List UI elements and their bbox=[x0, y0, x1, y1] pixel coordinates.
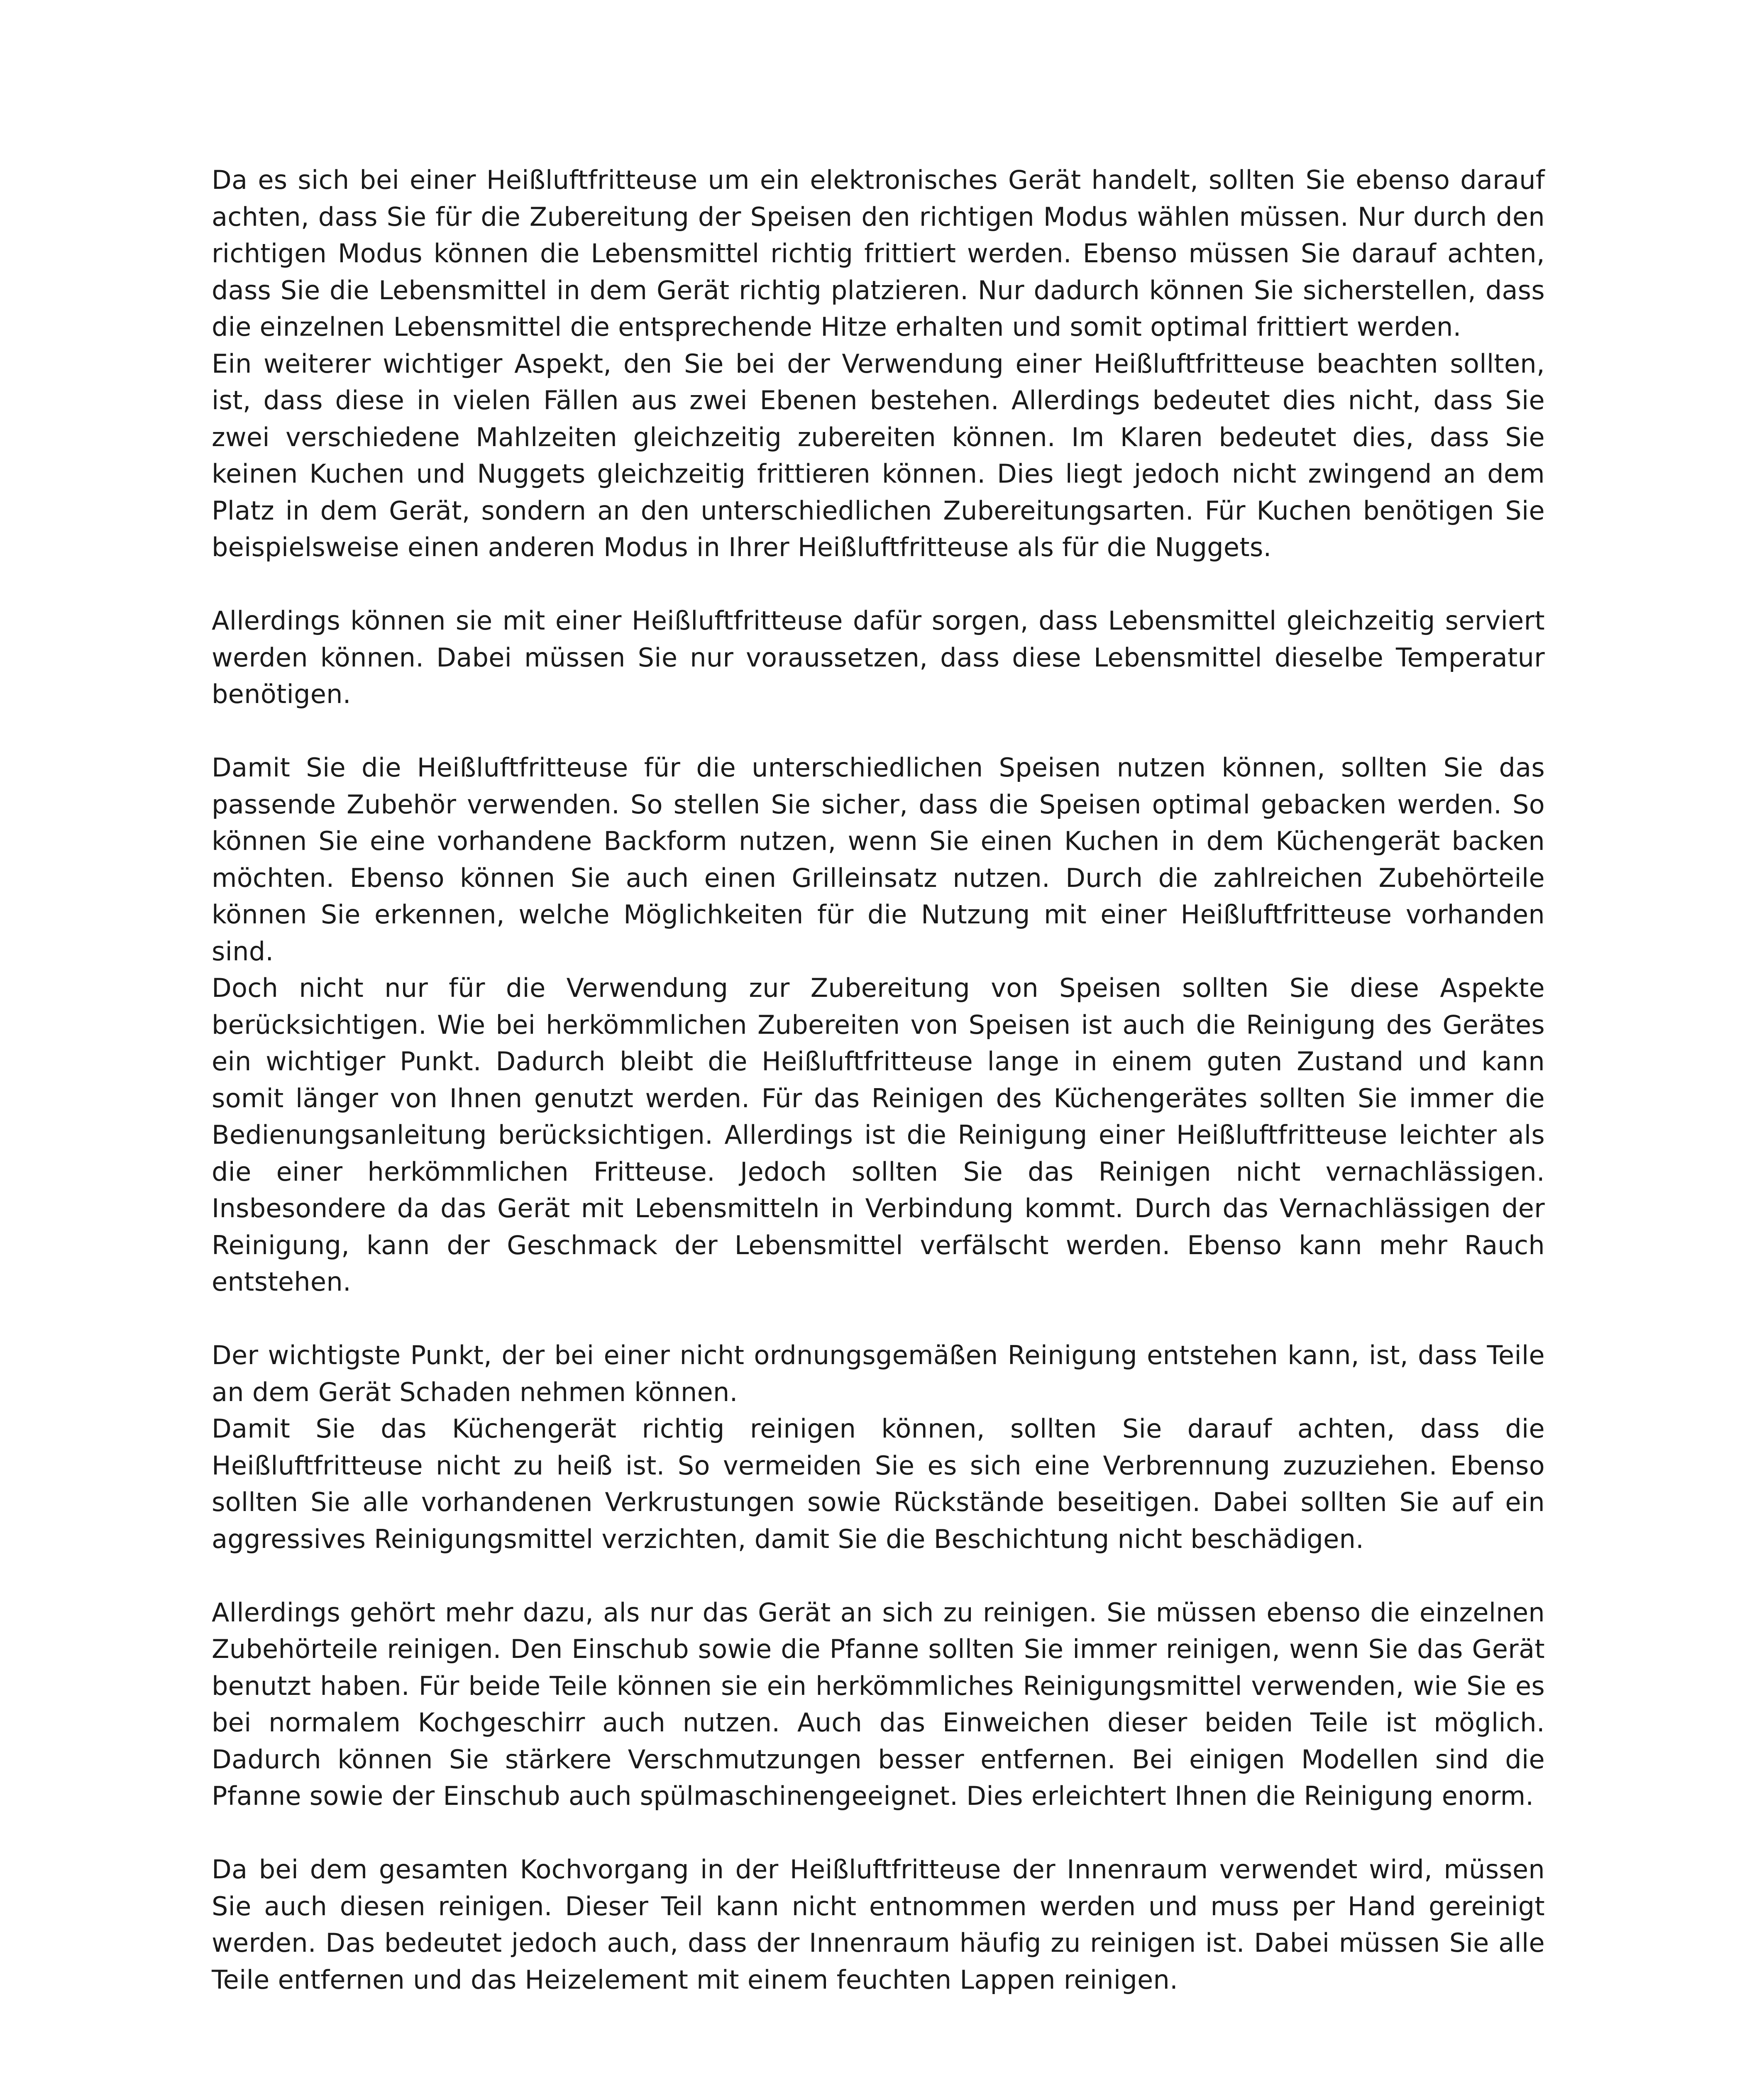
paragraph: Doch nicht nur für die Verwendung zur Zubereitung von Speisen sollten Sie diese Aspekte berücksichtigen. Wie bei herkömmlichen Zubereiten von Speisen ist auch die Reinigung des Gerätes ein wichtiger Punkt. Dadurch bleibt die Heißluftfritteuse lange in einem guten Zustand und kann somit länger von Ihnen genutzt werden. Für das Reinigen des Küchengerätes sollten Sie immer die Bedienungsanleitung berücksichtigen. Allerdings ist die Reinigung einer Heißluftfritteuse leichter als die einer herkömmlichen Fritteuse. Jedoch sollten Sie das Reinigen nicht vernachlässigen. Insbesondere da das Gerät mit Lebensmitteln in Verbindung kommt. Durch das Vernachlässigen der Reinigung, kann der Geschmack der Lebensmittel verfälscht werden. Ebenso kann mehr Rauch entstehen. bbox=[212, 973, 1545, 1297]
body-text bbox=[212, 162, 1545, 1998]
paragraph: Allerdings gehört mehr dazu, als nur das Gerät an sich zu reinigen. Sie müssen ebenso die einzelnen Zubehörteile reinigen. Den Einschub sowie die Pfanne sollten Sie immer reinigen, wenn Sie das Gerät benutzt haben. Für beide Teile können sie ein herkömmliches Reinigungsmittel verwenden, wie Sie es bei normalem Kochgeschirr auch nutzen. Auch das Einweichen dieser beiden Teile ist möglich. Dadurch können Sie stärkere Verschmutzungen besser entfernen. Bei einigen Modellen sind die Pfanne sowie der Einschub auch spülmaschinengeeignet. Dies erleichtert Ihnen die Reinigung enorm. bbox=[212, 1597, 1545, 1811]
paragraph: Damit Sie das Küchengerät richtig reinigen können, sollten Sie darauf achten, dass die Heißluftfritteuse nicht zu heiß ist. So vermeiden Sie es sich eine Verbrennung zuzuziehen. Ebenso sollten Sie alle vorhandenen Verkrustungen sowie Rückstände beseitigen. Dabei sollten Sie auf ein aggressives Reinigungsmittel verzichten, damit Sie die Beschichtung nicht beschädigen. bbox=[212, 1413, 1545, 1554]
paragraph: Der wichtigste Punkt, der bei einer nicht ordnungsgemäßen Reinigung entstehen kann, ist, dass Teile an dem Gerät Schaden nehmen können. bbox=[212, 1340, 1545, 1407]
paragraph: Allerdings können sie mit einer Heißluftfritteuse dafür sorgen, dass Lebensmittel gleichzeitig serviert werden können. Dabei müssen Sie nur voraussetzen, dass diese Lebensmittel dieselbe Temperatur benötigen. bbox=[212, 605, 1545, 709]
paragraph: Ein weiterer wichtiger Aspekt, den Sie bei der Verwendung einer Heißluftfritteuse beachten sollten, ist, dass diese in vielen Fällen aus zwei Ebenen bestehen. Allerdings bedeutet dies nicht, dass Sie zwei verschiedene Mahlzeiten gleichzeitig zubereiten können. Im Klaren bedeutet dies, dass Sie keinen Kuchen und Nuggets gleichzeitig frittieren können. Dies liegt jedoch nicht zwingend an dem Platz in dem Gerät, sondern an den unterschiedlichen Zubereitungsarten. Für Kuchen benötigen Sie beispielsweise einen anderen Modus in Ihrer Heißluftfritteuse als für die Nuggets. bbox=[212, 348, 1545, 562]
paragraph: Damit Sie die Heißluftfritteuse für die unterschiedlichen Speisen nutzen können, sollten Sie das passende Zubehör verwenden. So stellen Sie sicher, dass die Speisen optimal gebacken werden. So können Sie eine vorhandene Backform nutzen, wenn Sie einen Kuchen in dem Küchengerät backen möchten. Ebenso können Sie auch einen Grilleinsatz nutzen. Durch die zahlreichen Zubehörteile können Sie erkennen, welche Möglichkeiten für die Nutzung mit einer Heißluftfritteuse vorhanden sind. bbox=[212, 752, 1545, 967]
paragraph: Da es sich bei einer Heißluftfritteuse um ein elektronisches Gerät handelt, sollten Sie ebenso darauf achten, dass Sie für die Zubereitung der Speisen den richtigen Modus wählen müssen. Nur durch den richtigen Modus können die Lebensmittel richtig frittiert werden. Ebenso müssen Sie darauf achten, dass Sie die Lebensmittel in dem Gerät richtig platzieren. Nur dadurch können Sie sicherstellen, dass die einzelnen Lebensmittel die entsprechende Hitze erhalten und somit optimal frittiert werden. bbox=[212, 165, 1545, 342]
paragraph: Da bei dem gesamten Kochvorgang in der Heißluftfritteuse der Innenraum verwendet wird, müssen Sie auch diesen reinigen. Dieser Teil kann nicht entnommen werden und muss per Hand gereinigt werden. Das bedeutet jedoch auch, dass der Innenraum häufig zu reinigen ist. Dabei müssen Sie alle Teile entfernen und das Heizelement mit einem feuchten Lappen reinigen. bbox=[212, 1854, 1545, 1995]
